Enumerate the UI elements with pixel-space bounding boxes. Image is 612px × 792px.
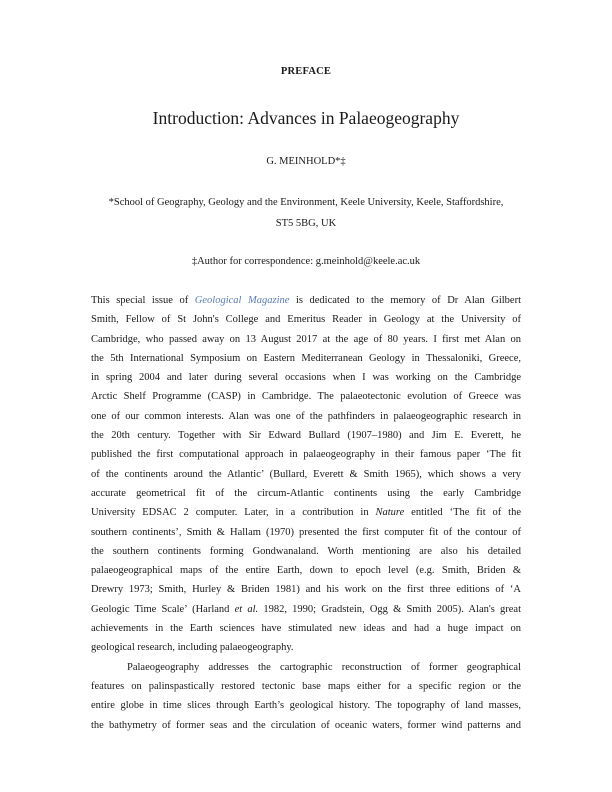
text-line: of the continents around the Atlantic’ (Bullard, Everett & Smith 1965), which shows a very [91,468,521,480]
text-span: 1982, 1990; Gradstein, Ogg & Smith 2005). Alan's great [258,603,522,615]
text-line: Arctic Shelf Programme (CASP) in Cambridge. The palaeotectonic evolution of Greece was [91,391,521,403]
affiliation-line: *School of Geography, Geology and the Environment, Keele University, Keele, Staffordshire, [108,197,504,208]
text-line: the 20th century. Together with Sir Edward Bullard (1907–1980) and Jim E. Everett, he [91,430,521,442]
journal-name: Geological Magazine [194,295,290,306]
text-line: features on palinspastically restored tectonic base maps either for a specific region or the [91,680,521,692]
text-line [91,291,521,310]
paragraph-2 [91,658,521,735]
text-line: achievements in the Earth sciences have stimulated new ideas and had a huge impact on [91,623,521,635]
article-body [91,291,521,735]
text-line [91,600,521,619]
affiliation-line: ST5 5BG, UK [275,218,337,229]
text-line: palaeogeographical maps of the entire Earth, down to epoch level (e.g. Smith, Briden & [91,565,521,577]
text-span: is dedicated to the memory of Dr Alan Gilbert [289,295,521,306]
text-span: Geologic Time Scale’ (Harland [91,603,235,615]
text-line: Smith, Fellow of St John's College and Emeritus Reader in Geology at the University of [91,314,521,326]
journal-name: Nature [375,507,405,519]
text-line: the southern continents forming Gondwanaland. Worth mentioning are also his detailed [91,545,521,557]
text-line: accurate geometrical fit of the circum-Atlantic continents using the early Cambridge [91,487,521,499]
text-line: entire globe in time slices through Earth’s geological history. The topography of land masses, [91,700,521,712]
text-line: Cambridge, who passed away on 13 August 2017 at the age of 80 years. I first met Alan on [91,333,521,345]
text-line: Drewry 1973; Smith, Hurley & Briden 1981) and his work on the first three editions of ‘A [91,584,521,596]
text-span: University EDSAC 2 computer. Later, in a contribution in [91,507,376,519]
text-line: the 5th International Symposium on Eastern Mediterranean Geology in Thessaloniki, Greece, [91,352,521,364]
text-line: published the first computational approach in palaeogeography in their famous paper ‘The fit [91,449,521,461]
text-span: entitled ‘The fit of the [404,507,522,519]
text-line: in spring 2004 and later during several occasions when I was working on the Cambridge [91,372,521,384]
paragraph-1 [91,291,521,658]
text-span: This special issue of [91,295,195,306]
correspondence-line: ‡Author for correspondence: g.meinhold@keele.ac.uk [191,256,421,267]
text-line: geological research, including palaeogeography. [91,642,294,654]
author-name: G. MEINHOLD*‡ [266,156,346,167]
text-line: one of our common interests. Alan was one of the pathfinders in palaeogeographic research in [91,410,521,422]
affiliation [80,192,532,234]
text-line [91,503,521,522]
text-line: the bathymetry of former seas and the circulation of oceanic waters, former wind patterns and [91,719,521,731]
et-al: et al. [234,603,259,615]
text-line: Palaeogeography addresses the cartographic reconstruction of former geographical [127,661,521,673]
article-title: Introduction: Advances in Palaeogeography [152,108,460,128]
text-line: southern continents’, Smith & Hallam (1970) presented the first computer fit of the contour of [91,526,521,538]
section-heading: PREFACE [280,66,332,77]
